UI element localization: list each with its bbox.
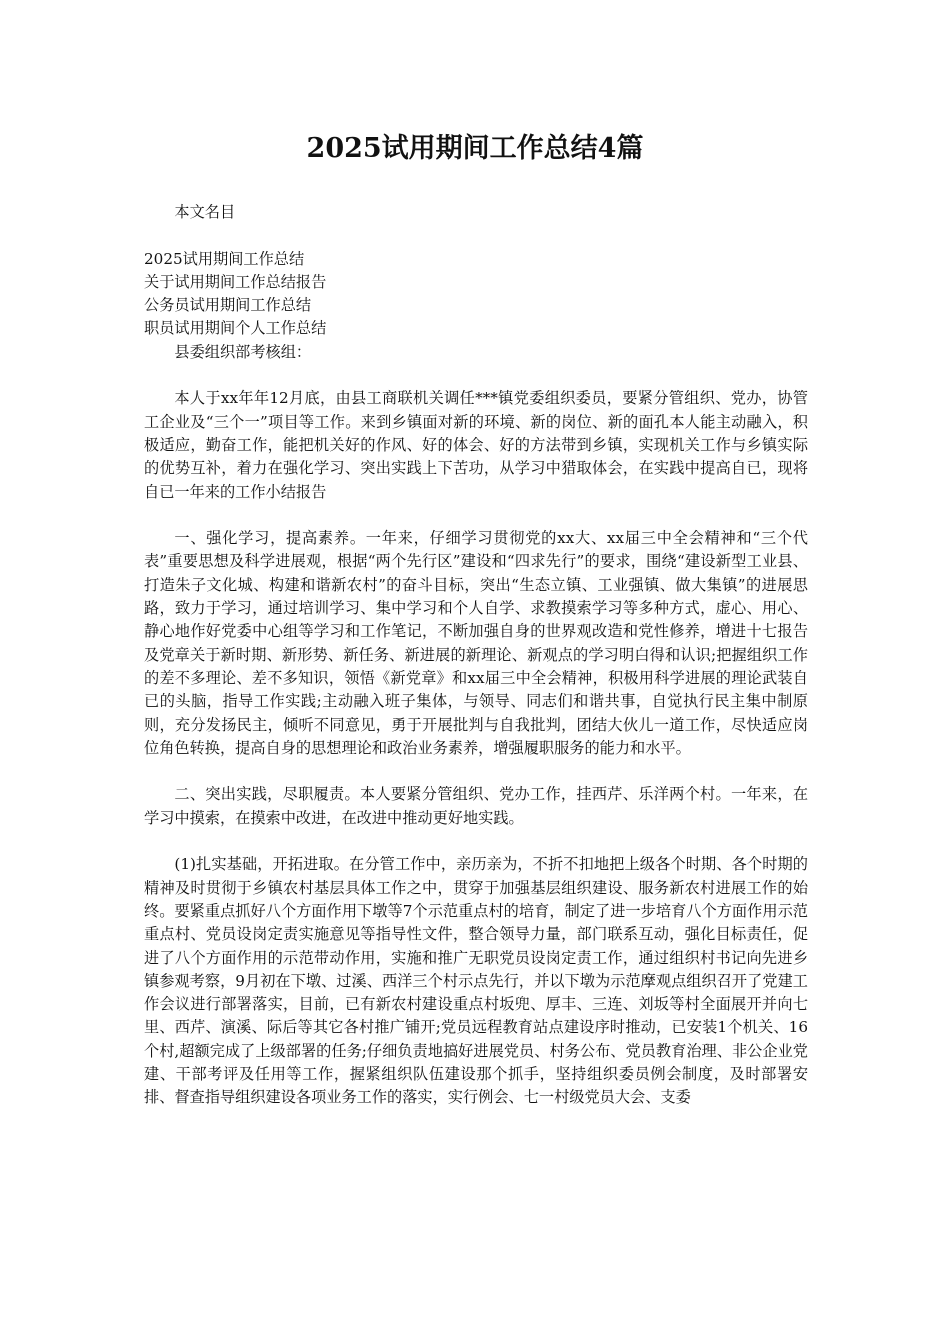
- toc-item: 职员试用期间个人工作总结: [144, 319, 327, 338]
- toc-heading: 本文名目: [174, 203, 236, 221]
- spacer: [144, 224, 808, 247]
- toc-item: 关于试用期间工作总结报告: [144, 272, 327, 291]
- body-paragraph: (1)扎实基础，开拓进取。在分管工作中，亲历亲为，不折不扣地把上级各个时期、各个时期的精神及时贯彻于乡镇农村基层具体工作之中，贯穿于加强基层组织建设、服务新农村进展工作的始终。要紧重点抓好八个方面作用下墩等7个示范重点村的培育，制定了进一步培育八个方面作用示范重点村、党员设岗定责实施意见等指导性文件，整合领导力量，部门联系互动，强化目标责任，促进了八个方面作用的示范带动作用，实施和推广无职党员设岗定责工作，通过组织村书记向先进乡镇参观考察，9月初在下墩、过溪、西洋三个村示点先行，并以下墩为示范摩观点组织召开了党建工作会议进行部署落实，目前，已有新农村建设重点村坂兜、厚丰、三连、刘坂等村全面展开并向七里、西芹、演溪、际后等其它各村推广铺开;党员远程教育站点建设序时推动，已安装1个机关、16个村,超额完成了上级部署的任务;仔细负责地搞好进展党员、村务公布、党员教育治理、非公企业党建、干部考评及任用等工作，握紧组织队伍建设那个抓手，坚持组织委员例会制度，及时部署安排、督查指导组织建设各项业务工作的落实，实行例会、七一村级党员大会、支委: [144, 855, 808, 1107]
- document-body: [144, 201, 808, 1110]
- body-paragraph: 本人于xx年年12月底，由县工商联机关调任***镇党委组织委员，要紧分管组织、党办，协管工企业及“三个一”项目等工作。来到乡镇面对新的环境、新的岗位、新的面孔本人能主动融入，积极适应，勤奋工作，能把机关好的作风、好的体会、好的方法带到乡镇，实现机关工作与乡镇实际的优势互补，着力在强化学习、突出实践上下苦功，从学习中猎取体会，在实践中提高自已，现将自已一年来的工作小结报告: [144, 389, 808, 501]
- spacer: [144, 760, 808, 783]
- table-of-contents: [144, 248, 808, 341]
- spacer: [144, 830, 808, 853]
- document-title: 2025试用期间工作总结4篇: [306, 133, 644, 164]
- spacer: [144, 504, 808, 527]
- spacer: [144, 364, 808, 387]
- toc-item: 2025试用期间工作总结: [144, 249, 305, 268]
- salutation: 县委组织部考核组：: [174, 342, 312, 361]
- body-paragraph: 一、强化学习，提高素养。一年来，仔细学习贯彻党的xx大、xx届三中全会精神和“三个代表”重要思想及科学进展观，根据“两个先行区”建设和“四求先行”的要求，围绕“建设新型工业县、打造朱子文化城、构建和谐新农村”的奋斗目标，突出“生态立镇、工业强镇、做大集镇”的进展思路，致力于学习，通过培训学习、集中学习和个人自学、求教摸索学习等多种方式，虚心、用心、静心地作好党委中心组等学习和工作笔记，不断加强自身的世界观改造和党性修养，增进十七报告及党章关于新时期、新形势、新任务、新进展的新理论、新观点的学习明白得和认识;把握组织工作的差不多理论、差不多知识，领悟《新党章》和xx届三中全会精神，积极用科学进展的理论武装自已的头脑，指导工作实践;主动融入班子集体，与领导、同志们和谐共事，自觉执行民主集中制原则，充分发扬民主，倾听不同意见，勇于开展批判与自我批判，团结大伙儿一道工作，尽快适应岗位角色转换，提高自身的思想理论和政治业务素养，增强履职服务的能力和水平。: [144, 529, 808, 757]
- body-paragraph: 二、突出实践，尽职履责。本人要紧分管组织、党办工作，挂西芹、乐洋两个村。一年来，在学习中摸索，在摸索中改进，在改进中推动更好地实践。: [144, 785, 808, 827]
- toc-item: 公务员试用期间工作总结: [144, 296, 312, 315]
